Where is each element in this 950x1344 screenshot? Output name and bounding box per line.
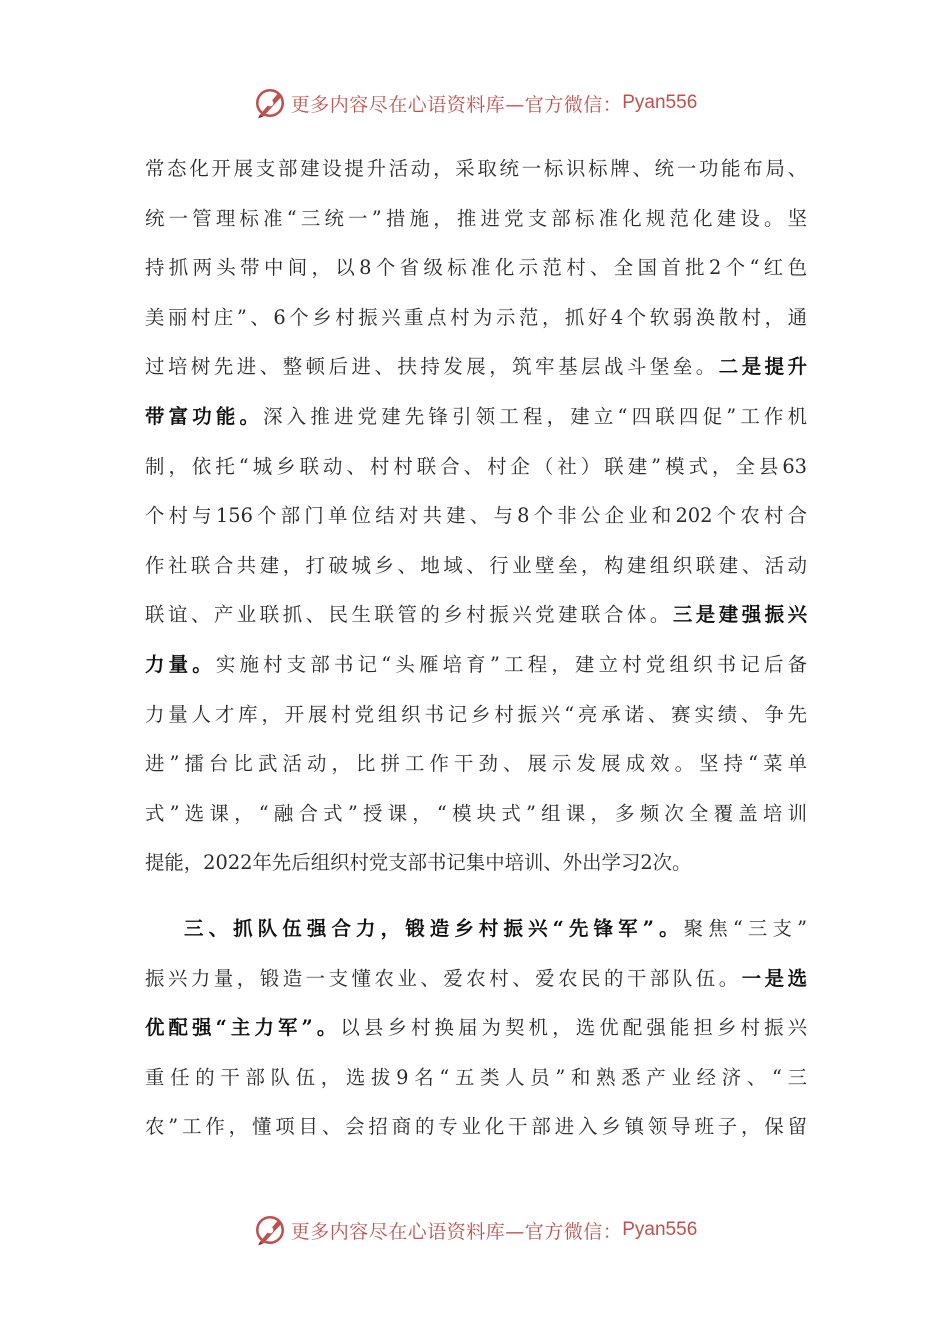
text-run: 深入推进党建先锋引领工程，建立“四联四促”工作机 (263, 404, 808, 428)
bold-heading-run: 二是提升 (718, 355, 808, 379)
text-line: 进”擂台比武活动，比拼工作干劲、展示发展成效。坚持“菜单 (145, 752, 807, 776)
document-body (145, 144, 807, 1152)
text-line (145, 904, 807, 954)
text-line: 力量人才库，开展村党组织书记乡村振兴“亮承诺、赛实绩、争先 (145, 702, 807, 726)
text-line (145, 640, 807, 690)
section-heading: 三、抓队伍强合力，锻造乡村振兴“先锋军”。 (184, 916, 684, 940)
paragraph-gap (145, 888, 807, 904)
text-line (145, 590, 807, 640)
text-line: 作社联合共建，打破城乡、地域、行业壁垒，构建组织联建、活动 (145, 553, 807, 577)
banner-handle: Pyan556 (622, 1219, 698, 1240)
paragraph-2 (145, 904, 807, 1152)
text-line (145, 342, 807, 392)
text-line: 制，依托“城乡联动、村村联合、村企（社）联建”模式，全县63 (145, 454, 807, 478)
text-run: 实施村支部书记“头雁培育”工程，建立村党组织书记后备 (215, 652, 808, 676)
bold-heading-run: 一是选 (741, 966, 808, 990)
paragraph-1 (145, 144, 807, 888)
banner-text: 更多内容尽在心语资料库—官方微信： (290, 1220, 623, 1243)
text-line: 持抓两头带中间，以8个省级标准化示范村、全国首批2个“红色 (145, 256, 807, 280)
text-line: 常态化开展支部建设提升活动，采取统一标识标牌、统一功能布局、 (145, 157, 807, 180)
text-line (145, 392, 807, 442)
text-run: 以县乡村换届为契机，选优配强能担乡村振兴 (340, 1016, 807, 1040)
header-banner (0, 83, 950, 123)
text-line: 美丽村庄”、6个乡村振兴重点村为示范，抓好4个软弱涣散村，通 (145, 305, 807, 329)
text-line (145, 1003, 807, 1053)
banner-text: 更多内容尽在心语资料库—官方微信： (290, 93, 623, 116)
text-line: 统一管理标准“三统一”措施，推进党支部标准化规范化建设。坚 (145, 206, 807, 230)
pen-logo-icon (253, 86, 287, 120)
banner-handle: Pyan556 (622, 92, 698, 113)
bold-heading-run: 带富功能。 (145, 404, 264, 428)
footer-banner (0, 1210, 950, 1250)
text-run: 聚焦“三支” (683, 916, 807, 940)
text-line: 提能，2022年先后组织村党支部书记集中培训、外出学习2次。 (145, 851, 692, 875)
bold-heading-run: 力量。 (145, 652, 216, 676)
pen-logo-icon (253, 1213, 287, 1247)
text-line (145, 954, 807, 1004)
text-line: 个村与156个部门单位结对共建、与8个非公企业和202个农村合 (145, 504, 807, 528)
bold-heading-run: 优配强“主力军”。 (145, 1016, 341, 1040)
bold-heading-run: 三是建强振兴 (672, 603, 808, 627)
text-run: 过培树先进、整顿后进、扶持发展，筑牢基层战斗堡垒。 (145, 355, 719, 379)
text-run: 振兴力量，锻造一支懂农业、爱农村、爱农民的干部队伍。 (145, 966, 742, 990)
text-line: 农”工作，懂项目、会招商的专业化干部进入乡镇领导班子，保留 (145, 1115, 807, 1139)
text-run: 联谊、产业联抓、民生联管的乡村振兴党建联合体。 (145, 603, 673, 627)
text-line: 式”选课，“融合式”授课，“模块式”组课，多频次全覆盖培训 (145, 801, 807, 825)
text-line: 重任的干部队伍，选拔9名“五类人员”和熟悉产业经济、“三 (145, 1065, 807, 1089)
